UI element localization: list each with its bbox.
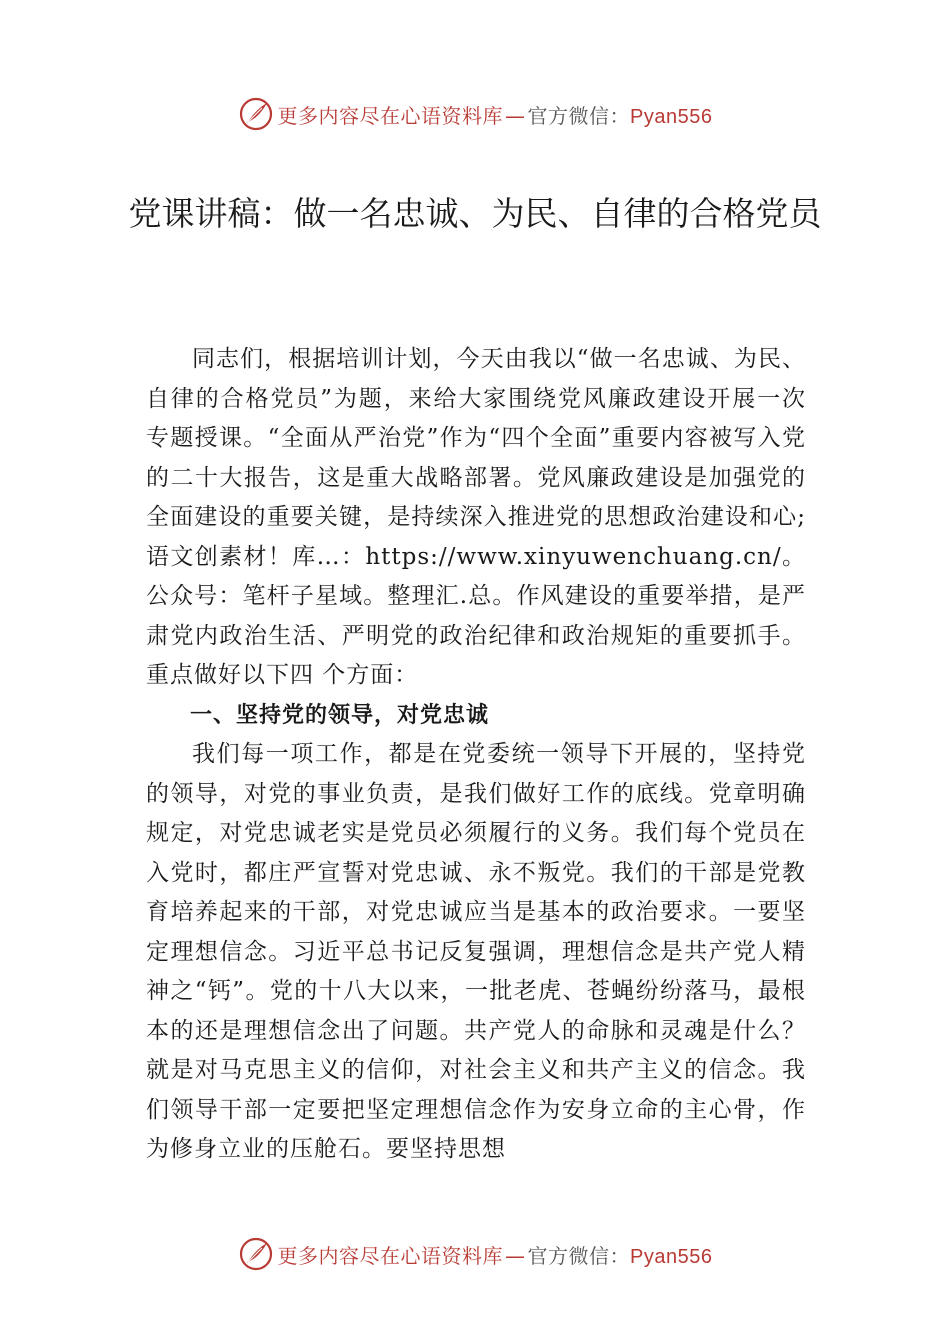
banner-separator: — — [505, 103, 526, 128]
banner-separator: — — [505, 1243, 526, 1268]
banner-text — [278, 100, 713, 129]
footer-banner — [0, 1234, 950, 1274]
banner-text — [278, 1240, 713, 1269]
paragraph-intro: 同志们，根据培训计划，今天由我以“做一名忠诚、为民、自律的合格党员”为题，来给大家围绕党风廉政建设开展一次专题授课。“全面从严治党”作为“四个全面”重要内容被写入党的二十大报告，这是重大战略部署。党风廉政建设是加强党的全面建设的重要关键，是持续深入推进党的思想政治建设和心;语文创素材！库…：https://www.xinyuwenchuang.cn/。公众号：笔杆子星域。整理汇.总。作风建设的重要举措，是严肃党内政治生活、严明党的政治纪律和政治规矩的重要抓手。重点做好以下四 个方面： — [146, 346, 806, 688]
section-heading: 一、坚持党的领导，对党忠诚 — [190, 702, 490, 728]
banner-label: 官方微信： — [527, 1243, 631, 1268]
paragraph-section-1: 我们每一项工作，都是在党委统一领导下开展的，坚持党的领导，对党的事业负责，是我们做好工作的底线。党章明确规定，对党忠诚老实是党员必须履行的义务。我们每个党员在入党时，都庄严宣誓对党忠诚、永不叛党。我们的干部是党教育培养起来的干部，对党忠诚应当是基本的政治要求。一要坚定理想信念。习近平总书记反复强调，理想信念是共产党人精神之“钙”。党的十八大以来，一批老虎、苍蝇纷纷落马，最根本的还是理想信念出了问题。共产党人的命脉和灵魂是什么？就是对马克思主义的信仰，对社会主义和共产主义的信念。我们领导干部一定要把坚定理想信念作为安身立命的主心骨，作为修身立业的压舱石。要坚持思想 — [146, 741, 806, 1162]
banner-label: 官方微信： — [527, 103, 631, 128]
banner-wechat-id: Pyan556 — [630, 1245, 713, 1268]
banner-main-text: 更多内容尽在心语资料库 — [277, 103, 504, 128]
feather-logo-icon — [238, 96, 274, 132]
document-title: 党课讲稿：做一名忠诚、为民、自律的合格党员 — [128, 194, 822, 233]
document-body — [146, 340, 806, 1170]
banner-main-text: 更多内容尽在心语资料库 — [277, 1243, 504, 1268]
header-banner — [0, 94, 950, 134]
feather-logo-icon — [238, 1236, 274, 1272]
banner-wechat-id: Pyan556 — [630, 105, 713, 128]
